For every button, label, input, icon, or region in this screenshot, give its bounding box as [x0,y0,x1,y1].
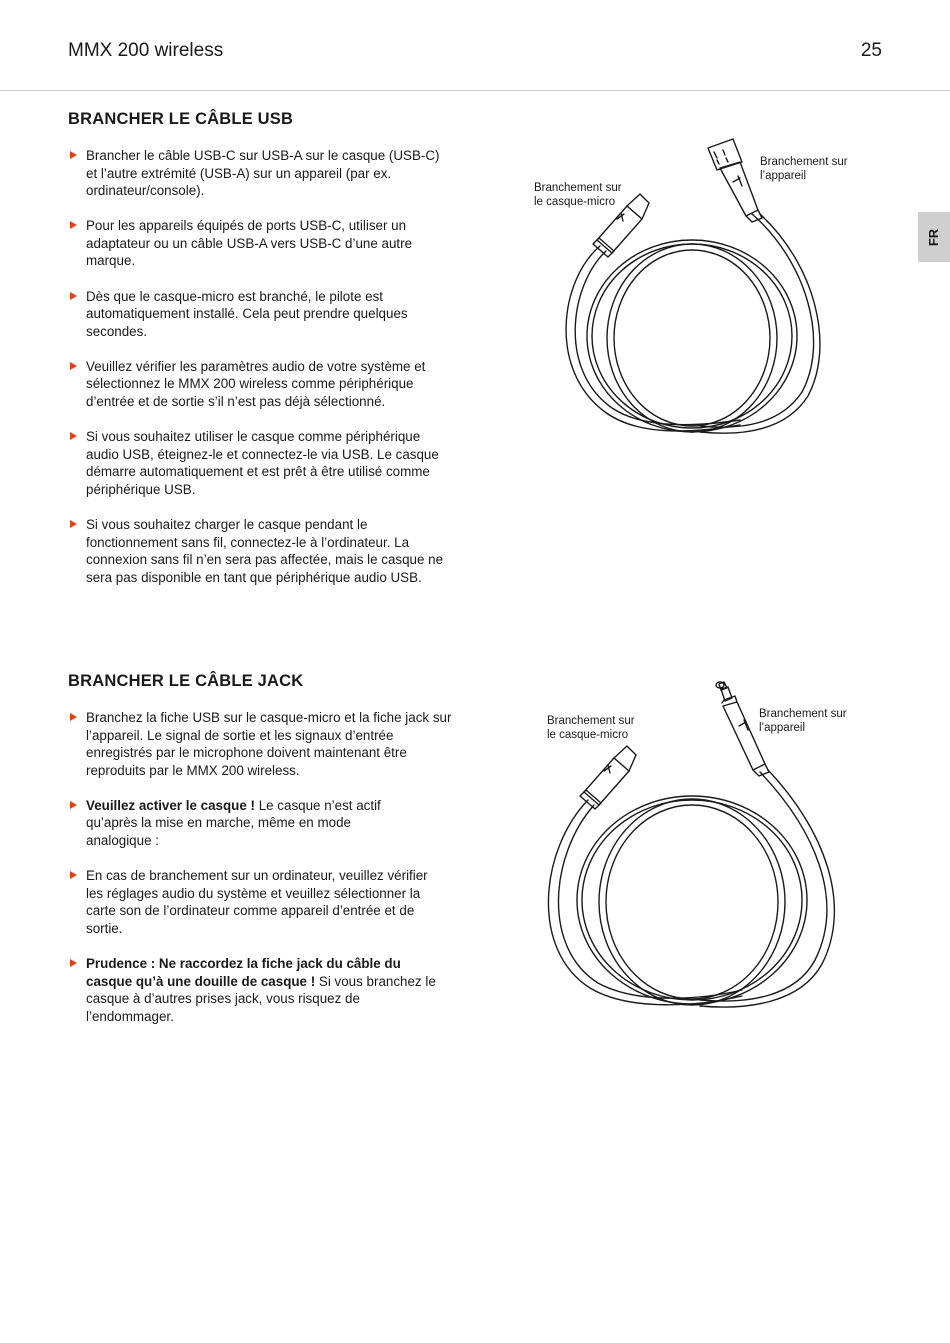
bullet-arrow-icon [70,713,77,721]
language-tab [918,212,950,262]
usb-cable-illustration [540,130,840,440]
bullet-text: Si vous souhaitez charger le casque pendant le fonctionnement sans fil, connectez-le à l’ordinateur. La connexion sans fil n’en sera pas affectée, mais le casque ne sera pas disponible en tant que périphérique audio USB. [86,517,444,585]
list-item [68,288,453,341]
bullet-text: En cas de branchement sur un ordinateur, veuillez vérifier les réglages audio du système et veuillez sélectionner la carte son de l’ordinateur comme appareil d’entrée et de sortie. [86,868,428,936]
bullet-text: Branchez la fiche USB sur le casque-micro et la fiche jack sur l’appareil. Le signal de sortie et les signaux d’entrée enregistrés par le microphone doivent maintenant être reproduits par le MMX 200 wireless. [86,710,452,778]
bullet-arrow-icon [70,520,77,528]
list-item [68,867,431,937]
jack-bullet-list [68,709,453,1025]
list-item [68,516,453,586]
bullet-bold-text: Veuillez activer le casque ! [86,797,255,813]
jack-section-title: BRANCHER LE CÂBLE JACK [68,672,304,690]
list-item [68,147,453,200]
bullet-text: Le casque n’est actif qu’après la mise en marche, même en mode analogique : [86,797,381,849]
bullet-arrow-icon [70,292,77,300]
usb-figure-label-headset: Branchement sur le casque-micro [534,182,622,208]
bullet-text: Si vous branchez le casque à d’autres prises jack, vous risquez de l’endommager. [86,973,436,1024]
bullet-arrow-icon [70,151,77,159]
bullet-text: Veuillez vérifier les paramètres audio de votre système et sélectionnez le MMX 200 wireless comme périphérique d’entrée et de sortie s’il n’est pas déjà sélectionné. [86,358,426,410]
bullet-bold-text: Prudence : Ne raccordez la fiche jack du câble du casque qu’à une douille de casque ! [86,956,401,989]
bullet-text: Brancher le câble USB-C sur USB-A sur le casque (USB-C) et l’autre extrémité (USB-A) sur un appareil (par ex. ordinateur/console). [86,148,440,199]
jack-figure-label-device: Branchement sur l’appareil [759,708,847,734]
document-title: MMX 200 wireless [68,40,224,61]
jack-figure-label-headset: Branchement sur le casque-micro [547,715,635,741]
bullet-arrow-icon [70,362,77,370]
usb-section-title: BRANCHER LE CÂBLE USB [68,110,294,128]
bullet-text: Dès que le casque-micro est branché, le pilote est automatiquement installé. Cela peut prendre quelques secondes. [86,288,408,339]
list-item [68,955,448,1025]
usb-figure-label-device: Branchement sur l’appareil [760,156,848,182]
usb-bullet-list [68,147,453,586]
jack-cable-illustration [530,675,850,1015]
bullet-arrow-icon [70,871,77,879]
bullet-arrow-icon [70,959,77,967]
language-tab-label: FR [926,228,942,246]
bullet-arrow-icon [70,801,77,809]
list-item [68,797,396,850]
bullet-text: Si vous souhaitez utiliser le casque comme périphérique audio USB, éteignez-le et connectez-le via USB. Le casque démarre automatiquement et est prêt à être utilisé comme périphérique USB. [86,429,439,497]
list-item [68,428,453,498]
list-item [68,358,453,411]
bullet-text: Pour les appareils équipés de ports USB-C, utiliser un adaptateur ou un câble USB-A vers USB-C d’une autre marque. [86,218,413,269]
bullet-arrow-icon [70,432,77,440]
bullet-arrow-icon [70,221,77,229]
list-item [68,709,453,779]
page-number: 25 [860,40,882,61]
header-divider [0,90,950,91]
list-item [68,217,453,270]
